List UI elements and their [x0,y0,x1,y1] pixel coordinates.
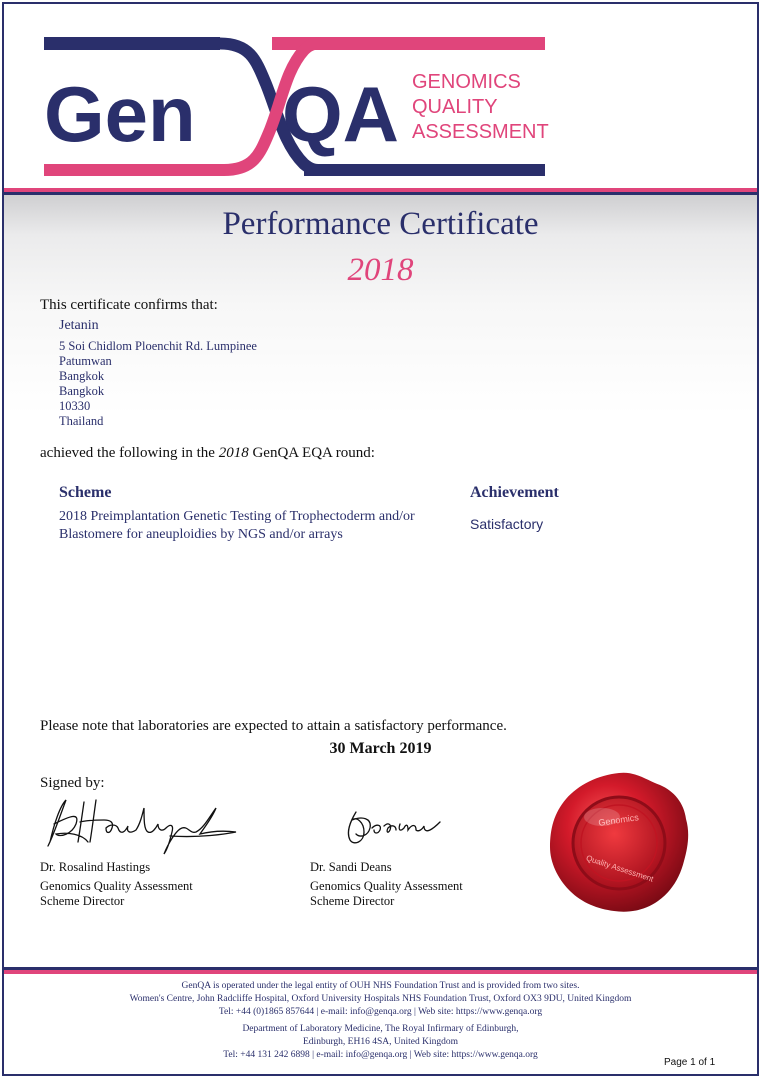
footer-line-3: Tel: +44 (0)1865 857644 | e-mail: info@genqa.org | Web site: https://www.genqa.org [218,1007,543,1017]
achievement-header: Achievement [470,484,559,501]
intro-text: This certificate confirms that: [40,297,218,313]
signatory-2-role: Scheme Director [310,894,395,908]
signatory-1-role: Scheme Director [40,894,125,908]
certificate-frame [2,2,759,1076]
address-line-4: Bangkok [59,384,105,398]
footer-line-2: Women's Centre, John Radcliffe Hospital, Oxford University Hospitals NHS Foundation Trust, Oxford OX3 9DU, United Kingdom [129,994,632,1004]
achieved-year: 2018 [218,445,249,461]
signature-hastings [40,794,240,856]
address-line-2: Patumwan [59,354,112,368]
genqa-logo [4,4,757,188]
logo-tagline-3: ASSESSMENT [412,121,549,143]
scheme-line-1: 2018 Preimplantation Genetic Testing of Trophectoderm and/or [59,509,415,524]
lab-name: Jetanin [59,318,99,333]
logo-tagline-2: QUALITY [412,96,498,118]
certificate-title: Performance Certificate [222,206,539,242]
signatory-2-name: Dr. Sandi Deans [310,860,392,874]
address-line-6: Thailand [59,414,104,428]
address-line-1: 5 Soi Chidlom Ploenchit Rd. Lumpinee [59,339,257,353]
address-line-3: Bangkok [59,369,105,383]
seal-text-bottom: Quality Assessment [584,853,655,884]
address-line-5: 10330 [59,399,91,413]
signatory-2-org: Genomics Quality Assessment [310,879,463,893]
footer-line-4: Department of Laboratory Medicine, The Royal Infirmary of Edinburgh, [242,1024,519,1034]
scheme-header: Scheme [59,484,112,501]
certificate-year: 2018 [347,252,414,288]
scheme-line-2: Blastomere for aneuploidies by NGS and/or arrays [59,527,343,542]
logo-gen-text: Gen [44,70,196,158]
certificate-date: 30 March 2019 [329,740,432,757]
header [4,4,757,188]
achievement-value: Satisfactory [470,516,544,532]
wax-seal [544,767,694,917]
achieved-text [40,445,375,462]
performance-note: Please note that laboratories are expected to attain a satisfactory performance. [40,718,507,734]
seal-text-top: Genomics [597,812,640,828]
signatory-1-org: Genomics Quality Assessment [40,879,193,893]
page-number: Page 1 of 1 [664,1057,716,1068]
scheme-description [59,508,459,544]
signature-deans [342,802,452,852]
footer-line-6: Tel: +44 131 242 6898 | e-mail: info@genqa.org | Web site: https://www.genqa.org [223,1050,538,1060]
footer-line-1: GenQA is operated under the legal entity of OUH NHS Foundation Trust and is provided from two sites. [181,981,580,991]
achieved-suffix: GenQA EQA round: [252,445,375,461]
logo-tagline-1: GENOMICS [412,71,521,93]
signatory-1-name: Dr. Rosalind Hastings [40,860,151,874]
signed-by-label: Signed by: [40,775,105,791]
achieved-prefix: achieved the following in the [40,445,215,461]
logo-qa-text: QA [282,70,399,158]
footer-line-5: Edinburgh, EH16 4SA, United Kingdom [303,1037,458,1047]
